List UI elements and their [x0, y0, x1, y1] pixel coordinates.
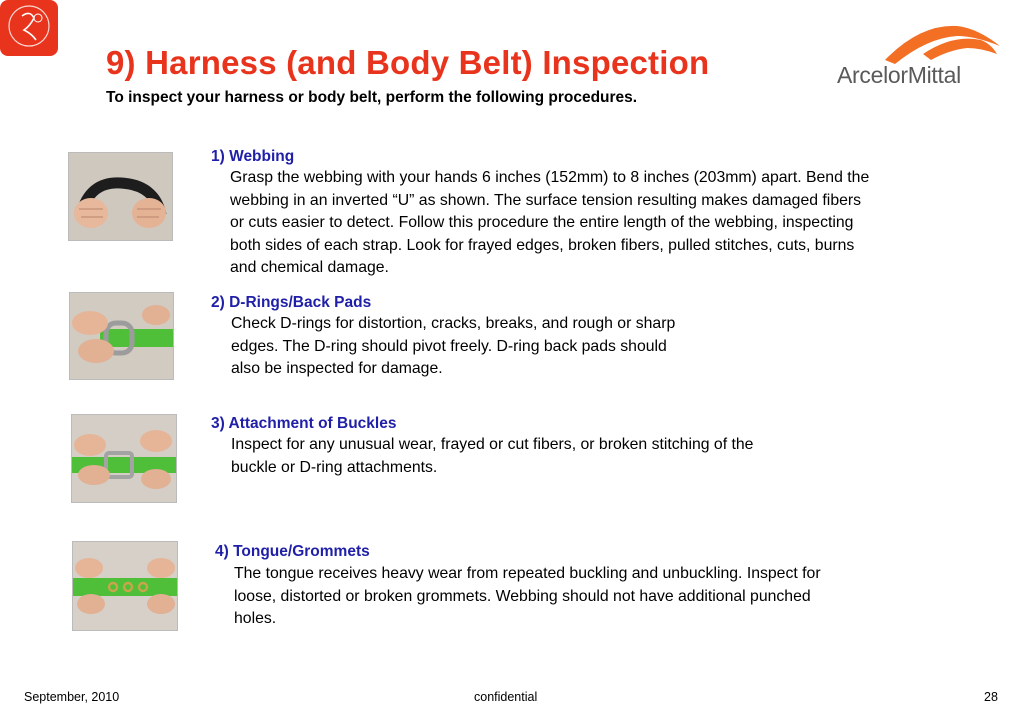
- step-line: The tongue receives heavy wear from repeated buckling and unbuckling. Inspect for: [234, 565, 821, 582]
- page-title: 9) Harness (and Body Belt) Inspection: [106, 44, 710, 81]
- step-line: and chemical damage.: [230, 259, 389, 277]
- buckle-photo: [71, 414, 177, 503]
- corner-badge-logo: [0, 0, 58, 56]
- logo-wordmark: ArcelorMittal: [837, 62, 961, 88]
- step-line: loose, distorted or broken grommets. Webbing should not have additional punched: [234, 587, 811, 605]
- step-line: or cuts easier to detect. Follow this procedure the entire length of the webbing, inspecting: [230, 214, 854, 232]
- grommets-photo: [72, 541, 178, 631]
- step-line: webbing in an inverted “U” as shown. The surface tension resulting makes damaged fibers: [230, 191, 862, 209]
- step-line: Check D-rings for distortion, cracks, breaks, and rough or sharp: [231, 315, 676, 332]
- page-number: 28: [984, 690, 998, 704]
- step-line: both sides of each strap. Look for frayed edges, broken fibers, pulled stitches, cuts, burns: [230, 236, 855, 254]
- step-body-d-rings: [231, 313, 791, 381]
- step-line: also be inspected for damage.: [231, 360, 443, 378]
- page-subtitle: To inspect your harness or body belt, perform the following procedures.: [106, 89, 638, 106]
- webbing-photo: [68, 152, 173, 241]
- step-heading-d-rings: 2) D-Rings/Back Pads: [211, 294, 372, 311]
- step-line: buckle or D-ring attachments.: [231, 458, 438, 476]
- step-line: edges. The D-ring should pivot freely. D-ring back pads should: [231, 337, 667, 355]
- step-heading-grommets: 4) Tongue/Grommets: [215, 543, 370, 560]
- step-body-webbing: [230, 167, 990, 280]
- step-body-buckles: [231, 434, 891, 479]
- step-line: Grasp the webbing with your hands 6 inches (152mm) to 8 inches (203mm) apart. Bend the: [230, 169, 870, 186]
- footer-confidential: confidential: [474, 690, 538, 704]
- step-heading-buckles: 3) Attachment of Buckles: [211, 415, 397, 432]
- step-line: Inspect for any unusual wear, frayed or cut fibers, or broken stitching of the: [231, 436, 754, 453]
- step-heading-webbing: 1) Webbing: [211, 148, 295, 165]
- d-ring-photo: [69, 292, 174, 380]
- footer-date: September, 2010: [24, 690, 120, 704]
- step-body-grommets: [234, 563, 954, 631]
- step-line: holes.: [234, 610, 277, 628]
